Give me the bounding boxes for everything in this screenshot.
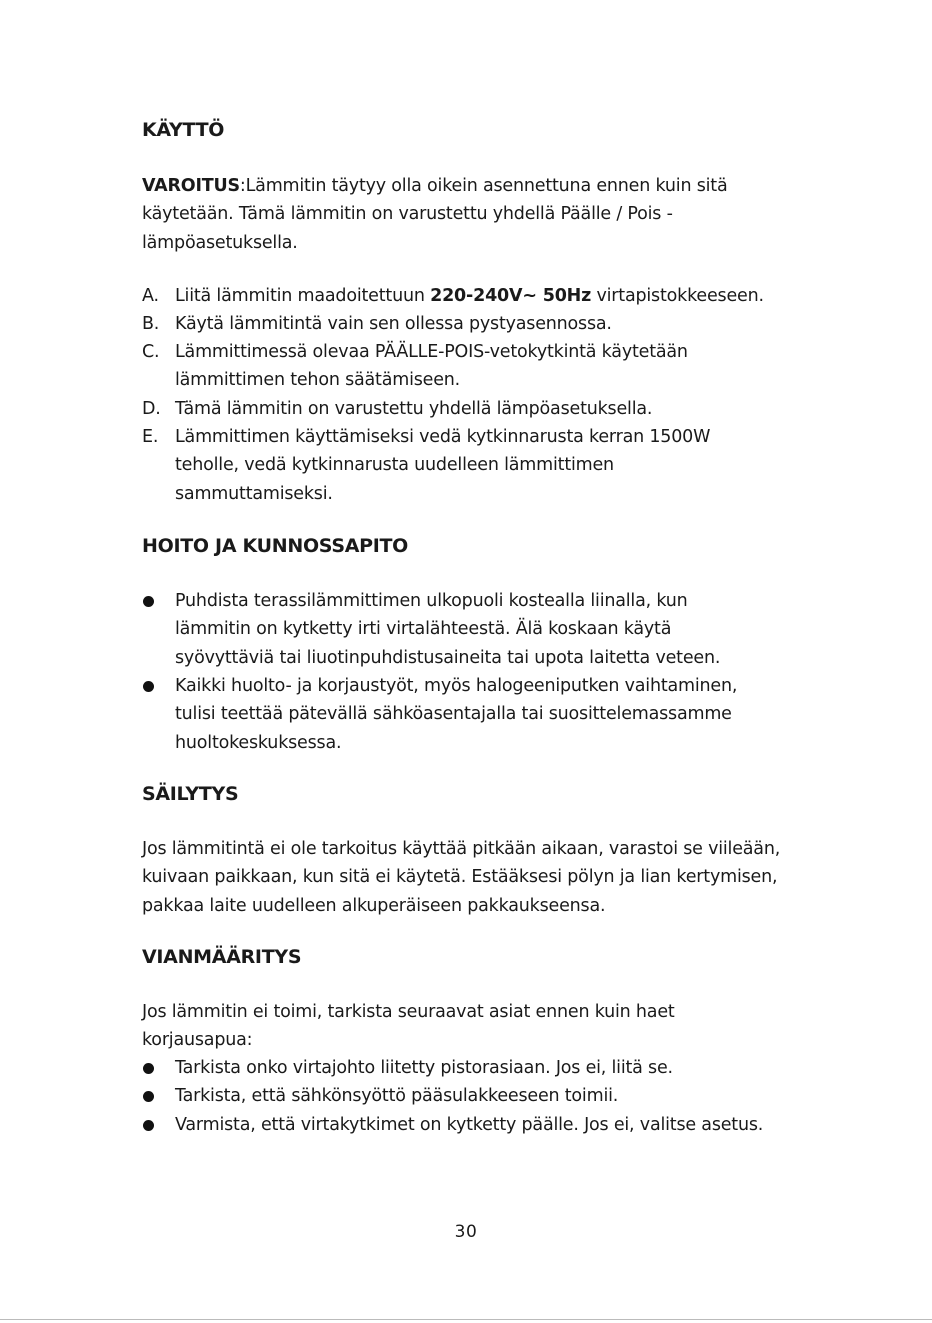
heading-hoito: HOITO JA KUNNOSSAPITO bbox=[142, 535, 409, 557]
list-item-d bbox=[142, 395, 802, 423]
list-item-c bbox=[142, 338, 802, 395]
heading-vianmaaritys: VIANMÄÄRITYS bbox=[142, 946, 302, 968]
text-segment: Liitä lämmitin maadoitettuun bbox=[175, 286, 431, 306]
list-marker: E. bbox=[142, 427, 159, 447]
list-item-b bbox=[142, 310, 802, 338]
warning-text: :Lämmitin täytyy olla oikein asennettuna ennen kuin sitä käytetään. Tämä lämmitin on varustettu yhdellä Päälle / Pois -lämpöasetuksella. bbox=[142, 176, 728, 253]
list-item-e bbox=[142, 423, 802, 508]
text-segment: virtapistokkeeseen. bbox=[591, 286, 764, 306]
bullet-icon bbox=[143, 681, 154, 692]
storage-paragraph: Jos lämmitintä ei ole tarkoitus käyttää pitkään aikaan, varastoi se viileään, kuivaan paikkaan, kun sitä ei käytetä. Estääksesi pölyn ja lian kertymisen, pakkaa laite uudelleen alkuperäiseen pakkaukseensa. bbox=[142, 839, 781, 916]
voltage-spec: 220-240V~ 50Hz bbox=[430, 286, 592, 306]
list-item-text: Tämä lämmitin on varustettu yhdellä lämpöasetuksella. bbox=[175, 399, 653, 419]
bullet-text: Puhdista terassilämmittimen ulkopuoli kostealla liinalla, kun lämmitin on kytketty irti virtalähteestä. Älä koskaan käytä syövyttäviä tai liuotinpuhdistusaineita tai upota laitetta veteen. bbox=[175, 591, 721, 668]
list-item-text: Lämmittimessä olevaa PÄÄLLE-POIS-vetokytkintä käytetään lämmittimen tehon säätämiseen. bbox=[175, 342, 688, 391]
bullet-item bbox=[142, 587, 802, 672]
list-marker: D. bbox=[142, 399, 161, 419]
bullet-item bbox=[142, 1054, 802, 1082]
warning-label: VAROITUS bbox=[142, 176, 240, 196]
bullet-text: Tarkista onko virtajohto liitetty pistorasiaan. Jos ei, liitä se. bbox=[175, 1058, 673, 1078]
bullet-text: Varmista, että virtakytkimet on kytketty päälle. Jos ei, valitse asetus. bbox=[175, 1115, 764, 1135]
warning-paragraph bbox=[142, 172, 802, 257]
bullet-text: Tarkista, että sähkönsyöttö pääsulakkeeseen toimii. bbox=[175, 1086, 619, 1106]
heading-kaytto: KÄYTTÖ bbox=[142, 119, 225, 141]
bullet-item bbox=[142, 1082, 802, 1110]
bullet-item bbox=[142, 1111, 802, 1139]
bullet-icon bbox=[143, 1120, 154, 1131]
list-item-text: Lämmittimen käyttämiseksi vedä kytkinnarusta kerran 1500W teholle, vedä kytkinnarusta uudelleen lämmittimen sammuttamiseksi. bbox=[175, 427, 711, 504]
bullet-item bbox=[142, 672, 802, 757]
bullet-text: Kaikki huolto- ja korjaustyöt, myös halogeeniputken vaihtaminen, tulisi teettää pätevällä sähköasentajalla tai suosittelemassamme huoltokeskuksessa. bbox=[175, 676, 738, 753]
troubleshooting-intro: Jos lämmitin ei toimi, tarkista seuraavat asiat ennen kuin haet korjausapua: bbox=[142, 1002, 675, 1051]
bullet-icon bbox=[143, 1091, 154, 1102]
page-number: 30 bbox=[454, 1222, 478, 1242]
list-marker: B. bbox=[142, 314, 160, 334]
list-marker: C. bbox=[142, 342, 160, 362]
heading-sailytys: SÄILYTYS bbox=[142, 783, 239, 805]
list-item-text bbox=[175, 282, 802, 310]
list-marker: A. bbox=[142, 286, 159, 306]
bullet-icon bbox=[143, 1063, 154, 1074]
bullet-icon bbox=[143, 596, 154, 607]
bottom-rule bbox=[0, 1319, 932, 1320]
list-item-a bbox=[142, 282, 802, 310]
list-item-text: Käytä lämmitintä vain sen ollessa pystyasennossa. bbox=[175, 314, 612, 334]
